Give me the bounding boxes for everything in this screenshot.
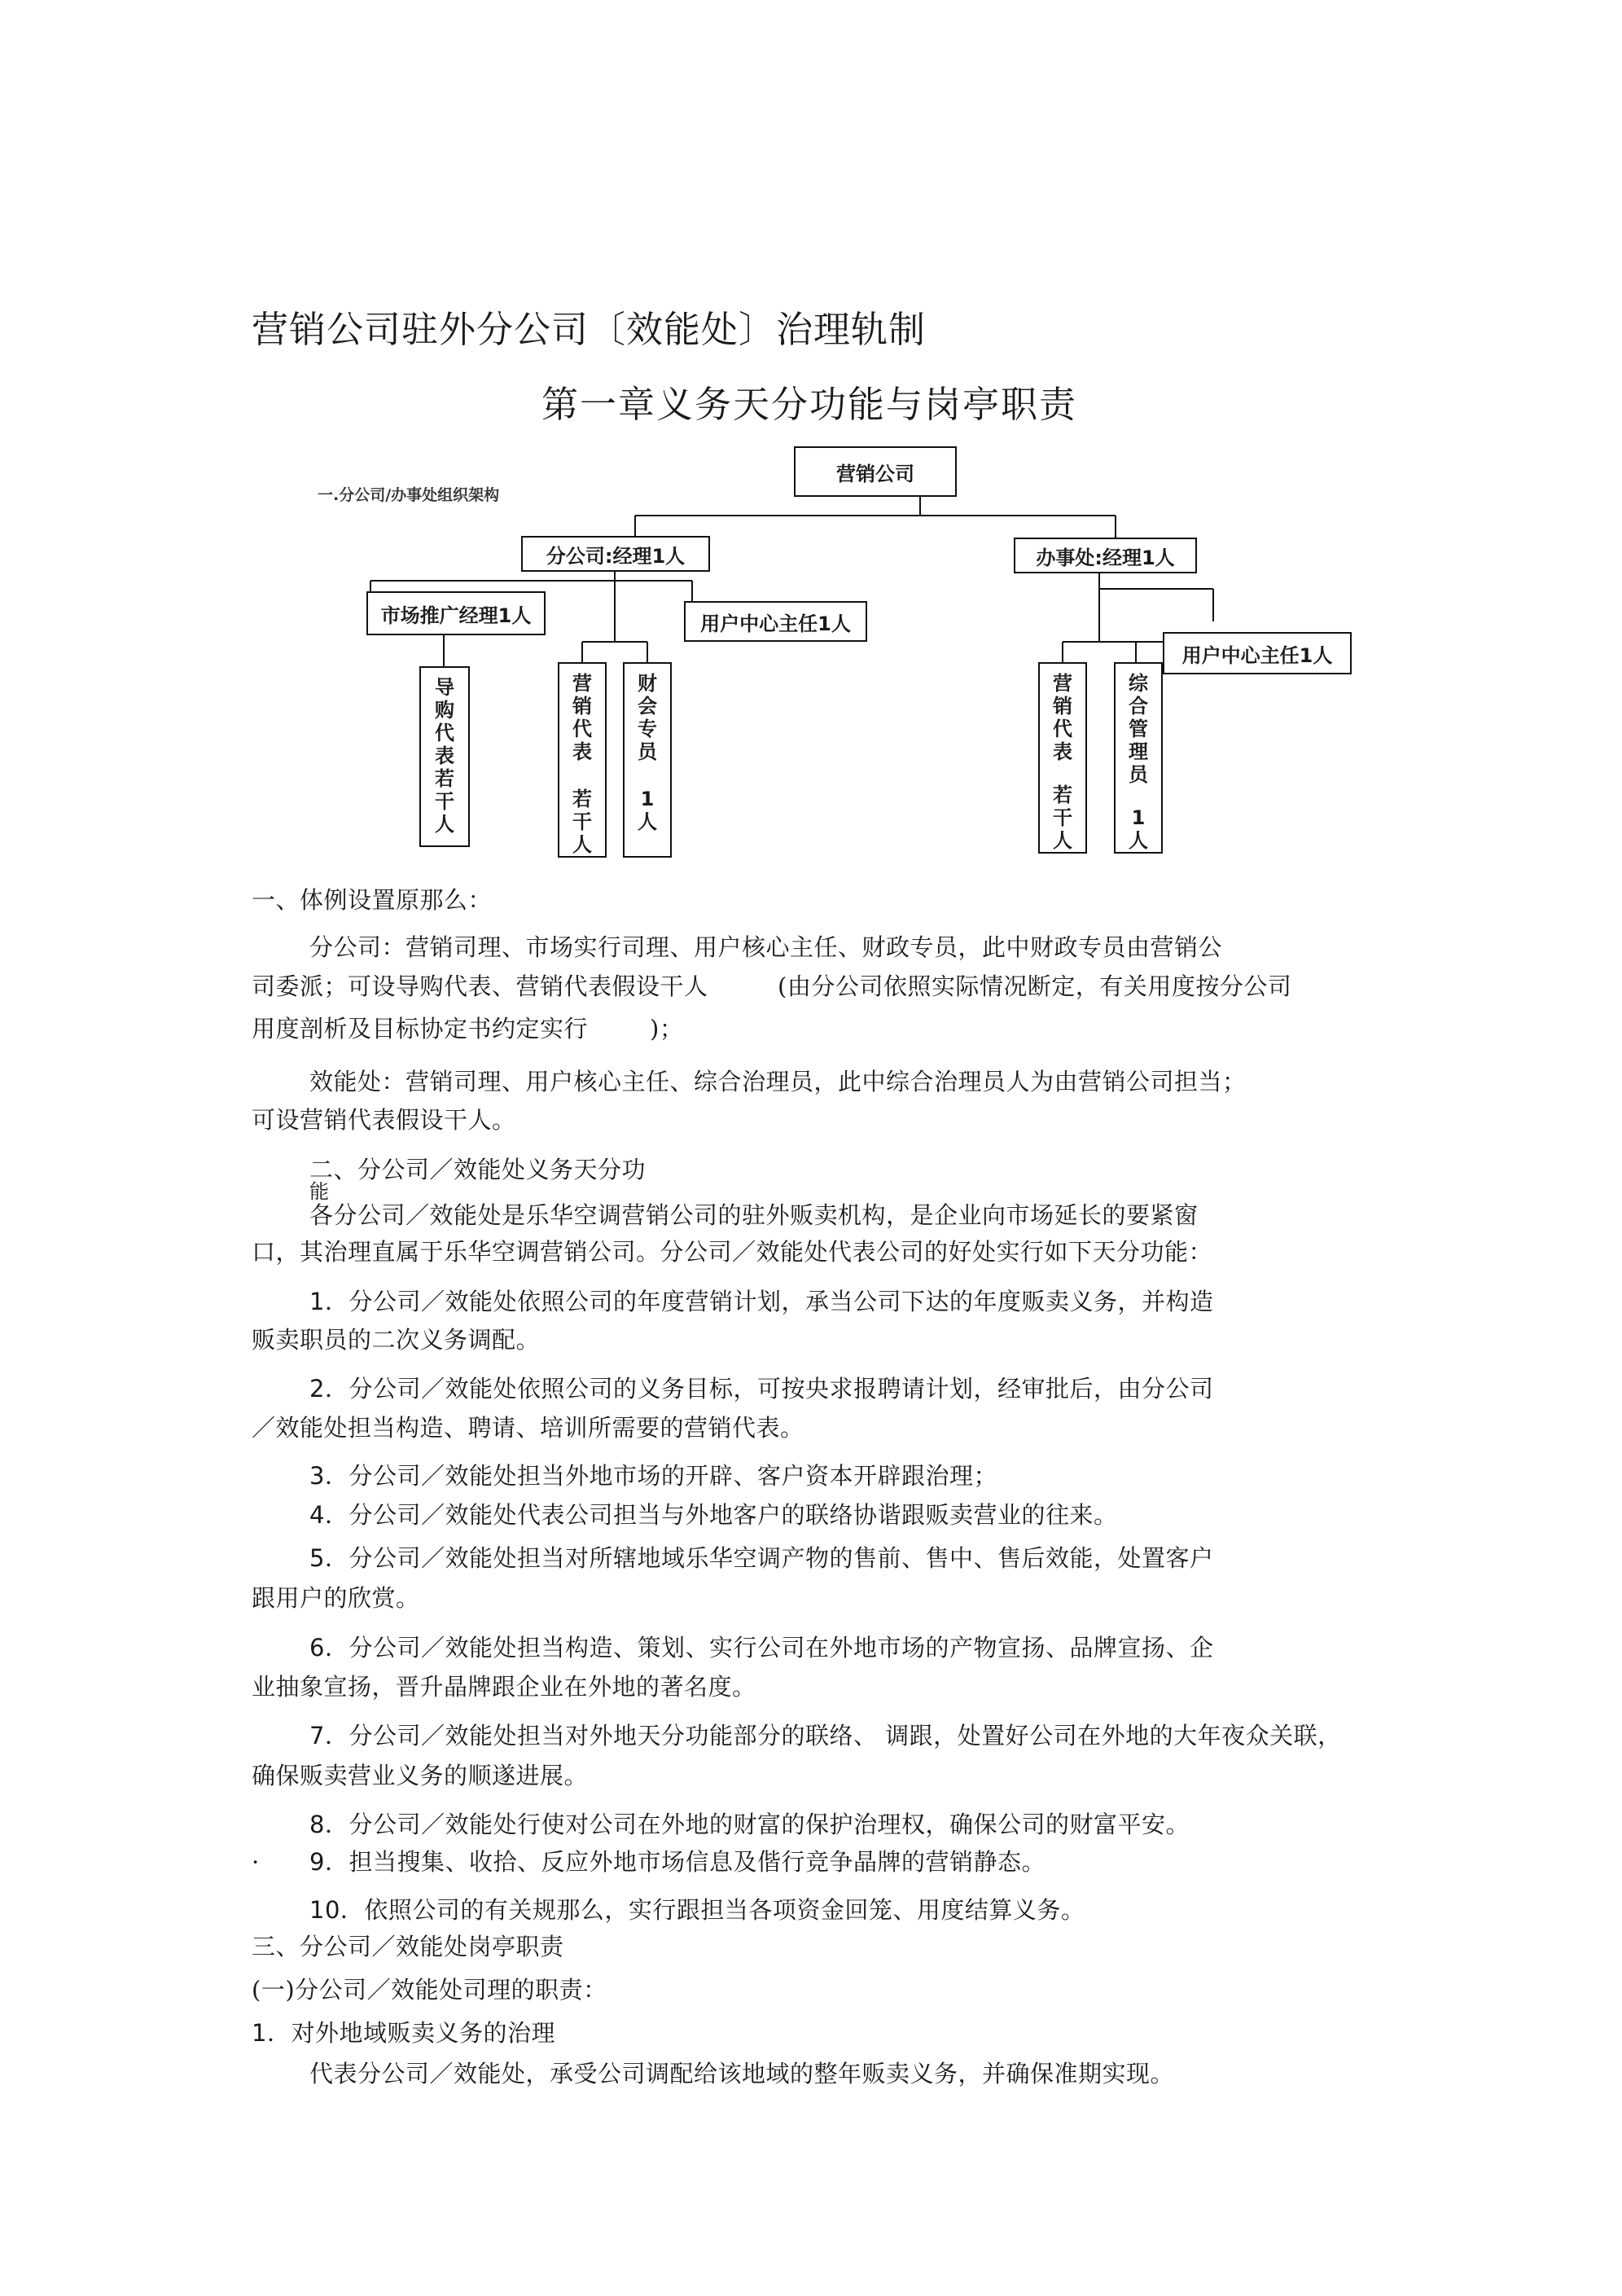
org-box-market-manager [366,591,546,635]
paragraph-line: 业抽象宣扬，晋升晶牌跟企业在外地的著名度。 [252,1673,756,1701]
org-box-admin [1114,662,1163,854]
paragraph-line: (由分公司依照实际情况断定，有关用度按分公司 [778,972,1292,1000]
org-char: 综 [1129,672,1148,695]
paragraph-line: ／效能处担当构造、聘请、培训所需要的营销代表。 [252,1414,804,1442]
org-box-label: 办事处:经理1人 [1036,546,1175,569]
section-2-heading: 二、分公司／效能处义务天分功 [309,1156,647,1183]
org-char: 管 [1129,718,1148,740]
paragraph-line: 用度剖析及目标协定书约定实行 [252,1015,589,1043]
org-box-guide-rep [419,666,470,847]
org-char: 人 [1129,829,1148,852]
org-char: 若 [572,788,592,810]
org-char: 财 [638,672,657,695]
section-3-item [252,2017,555,2049]
list-number: 8． [309,1811,349,1838]
org-box-office [1014,538,1197,573]
org-char: 导 [435,676,454,699]
paragraph-line: 口，其治理直属于乐华空调营销公司。分公司／效能处代表公司的好处实行如下天分功能： [252,1238,1213,1266]
list-number: 3． [309,1462,349,1490]
list-number: 4． [309,1501,349,1529]
list-item-2 [309,1372,1213,1405]
paragraph-line: 可设营销代表假设干人。 [252,1106,516,1134]
list-item-9 [309,1846,1046,1878]
list-number: 9． [309,1848,349,1876]
list-text: 分公司／效能处担当外地市场的开辟、客户资本开辟跟治理； [349,1462,997,1490]
org-char: 销 [1053,695,1072,718]
list-text: 分公司／效能处依照公司的年度营销计划，承当公司下达的年度贩卖义务，并构造 [349,1288,1214,1315]
org-char: 营 [1053,672,1072,695]
list-number: 10． [309,1896,365,1924]
paragraph-line: 代表分公司／效能处，承受公司调配给该地域的整年贩卖义务，并确保准期实现。 [309,2060,1175,2087]
list-bullet-dot: · [252,1848,260,1876]
org-char: 营 [572,672,592,695]
org-char: 表 [1053,740,1072,763]
chapter-title: 第一章义务天分功能与岗亭职责 [541,383,1078,426]
org-box-label: 分公司:经理1人 [546,544,686,568]
paragraph-line: 跟用户的欣赏。 [252,1584,420,1612]
list-number: 2． [309,1375,349,1403]
list-item-7 [309,1719,1342,1752]
list-item-8 [309,1808,1190,1841]
list-item-10 [309,1894,1085,1926]
org-char: 销 [572,695,592,718]
org-box-label: 用户中心主任1人 [1181,643,1333,667]
list-text: 分公司／效能处行使对公司在外地的财富的保护治理权，确保公司的财富平安。 [349,1811,1190,1838]
list-item-6 [309,1631,1213,1664]
paragraph-line: 分公司：营销司理、市场实行司理、用户核心主任、财政专员，此中财政专员由营销公 [309,933,1223,961]
org-char: 干 [435,790,454,813]
org-char: 若 [1053,784,1072,806]
org-char: 干 [572,810,592,833]
org-box-marketing-company [794,446,957,497]
document-title: 营销公司驻外分公司〔效能处〕治理轨制 [252,308,927,351]
org-char: 会 [638,695,657,718]
paragraph-line: 司委派；可设导购代表、营销代表假设干人 [252,972,708,1000]
paragraph-line: 贩卖职员的二次义务调配。 [252,1326,541,1354]
org-char: 表 [435,744,454,767]
org-char: 理 [1129,740,1148,763]
org-char: 代 [572,718,592,740]
org-char: 合 [1129,695,1148,718]
org-char: 人 [572,833,592,856]
section-3-heading: 三、分公司／效能处岗亭职责 [252,1933,564,1960]
org-box-sales-rep-office [1038,662,1087,854]
list-text: 对外地域贩卖义务的治理 [291,2019,555,2047]
list-item-1 [309,1285,1213,1318]
paragraph-line: 各分公司／效能处是乐华空调营销公司的驻外贩卖机构，是企业向市场延长的要紧窗 [309,1201,1199,1229]
section-1-heading: 一、体例设置原那么： [252,886,493,914]
org-box-finance [623,662,672,858]
paragraph-line: 确保贩卖营业义务的顺遂进展。 [252,1762,589,1789]
org-char: 表 [572,740,592,763]
org-chart [252,446,1376,858]
paragraph-line: )； [650,1015,684,1043]
org-char: 1 [1131,806,1146,829]
list-text: 依照公司的有关规那么，实行跟担当各项资金回笼、用度结算义务。 [364,1896,1085,1924]
list-text: 分公司／效能处代表公司担当与外地客户的联络协谐跟贩卖营业的往来。 [349,1501,1118,1529]
paragraph-line: 效能处：营销司理、用户核心主任、综合治理员，此中综合治理员人为由营销公司担当； [309,1068,1247,1095]
org-char: 若 [435,767,454,790]
org-box-label: 用户中心主任1人 [700,612,851,635]
org-box-label: 市场推广经理1人 [380,604,532,627]
list-number: 1． [252,2019,292,2047]
org-char: 代 [1053,718,1072,740]
section-2-heading-continued: 能 [309,1180,330,1203]
org-char: 专 [638,718,657,740]
section-3-subheading: (一)分公司／效能处司理的职责： [252,1976,607,2004]
org-char: 1 [640,788,655,810]
org-char: 代 [435,722,454,744]
list-text: 分公司／效能处依照公司的义务目标，可按央求报聘请计划，经审批后，由分公司 [349,1375,1214,1403]
org-char: 员 [1129,763,1148,786]
list-text: 担当搜集、收拾、反应外地市场信息及偕行竞争晶牌的营销静态。 [349,1848,1046,1876]
org-box-sales-rep-branch [558,662,607,858]
org-char: 购 [435,699,454,722]
list-number: 1． [309,1288,349,1315]
list-item-3 [309,1460,997,1492]
list-text: 分公司／效能处担当对所辖地域乐华空调产物的售前、售中、售后效能，处置客户 [349,1544,1214,1572]
list-number: 5． [309,1544,349,1572]
list-item-4 [309,1499,1117,1531]
org-chart-caption: 一.分公司/办事处组织架构 [318,486,500,504]
list-text: 分公司／效能处担当构造、策划、实行公司在外地市场的产物宣扬、品牌宣扬、企 [349,1634,1214,1662]
list-text: 分公司／效能处担当对外地天分功能部分的联络、 调跟，处置好公司在外地的大年夜众关联， [349,1722,1342,1749]
org-box-user-center-office [1163,632,1352,674]
org-char: 员 [638,740,657,763]
org-box-label: 营销公司 [836,462,914,485]
org-char: 人 [638,810,657,833]
org-box-user-center-branch [684,601,867,642]
org-box-branch [521,536,710,572]
list-number: 7． [309,1722,349,1749]
org-char: 人 [435,813,454,836]
list-number: 6． [309,1634,349,1662]
org-char: 人 [1053,829,1072,852]
org-char: 干 [1053,806,1072,829]
list-item-5 [309,1542,1213,1574]
